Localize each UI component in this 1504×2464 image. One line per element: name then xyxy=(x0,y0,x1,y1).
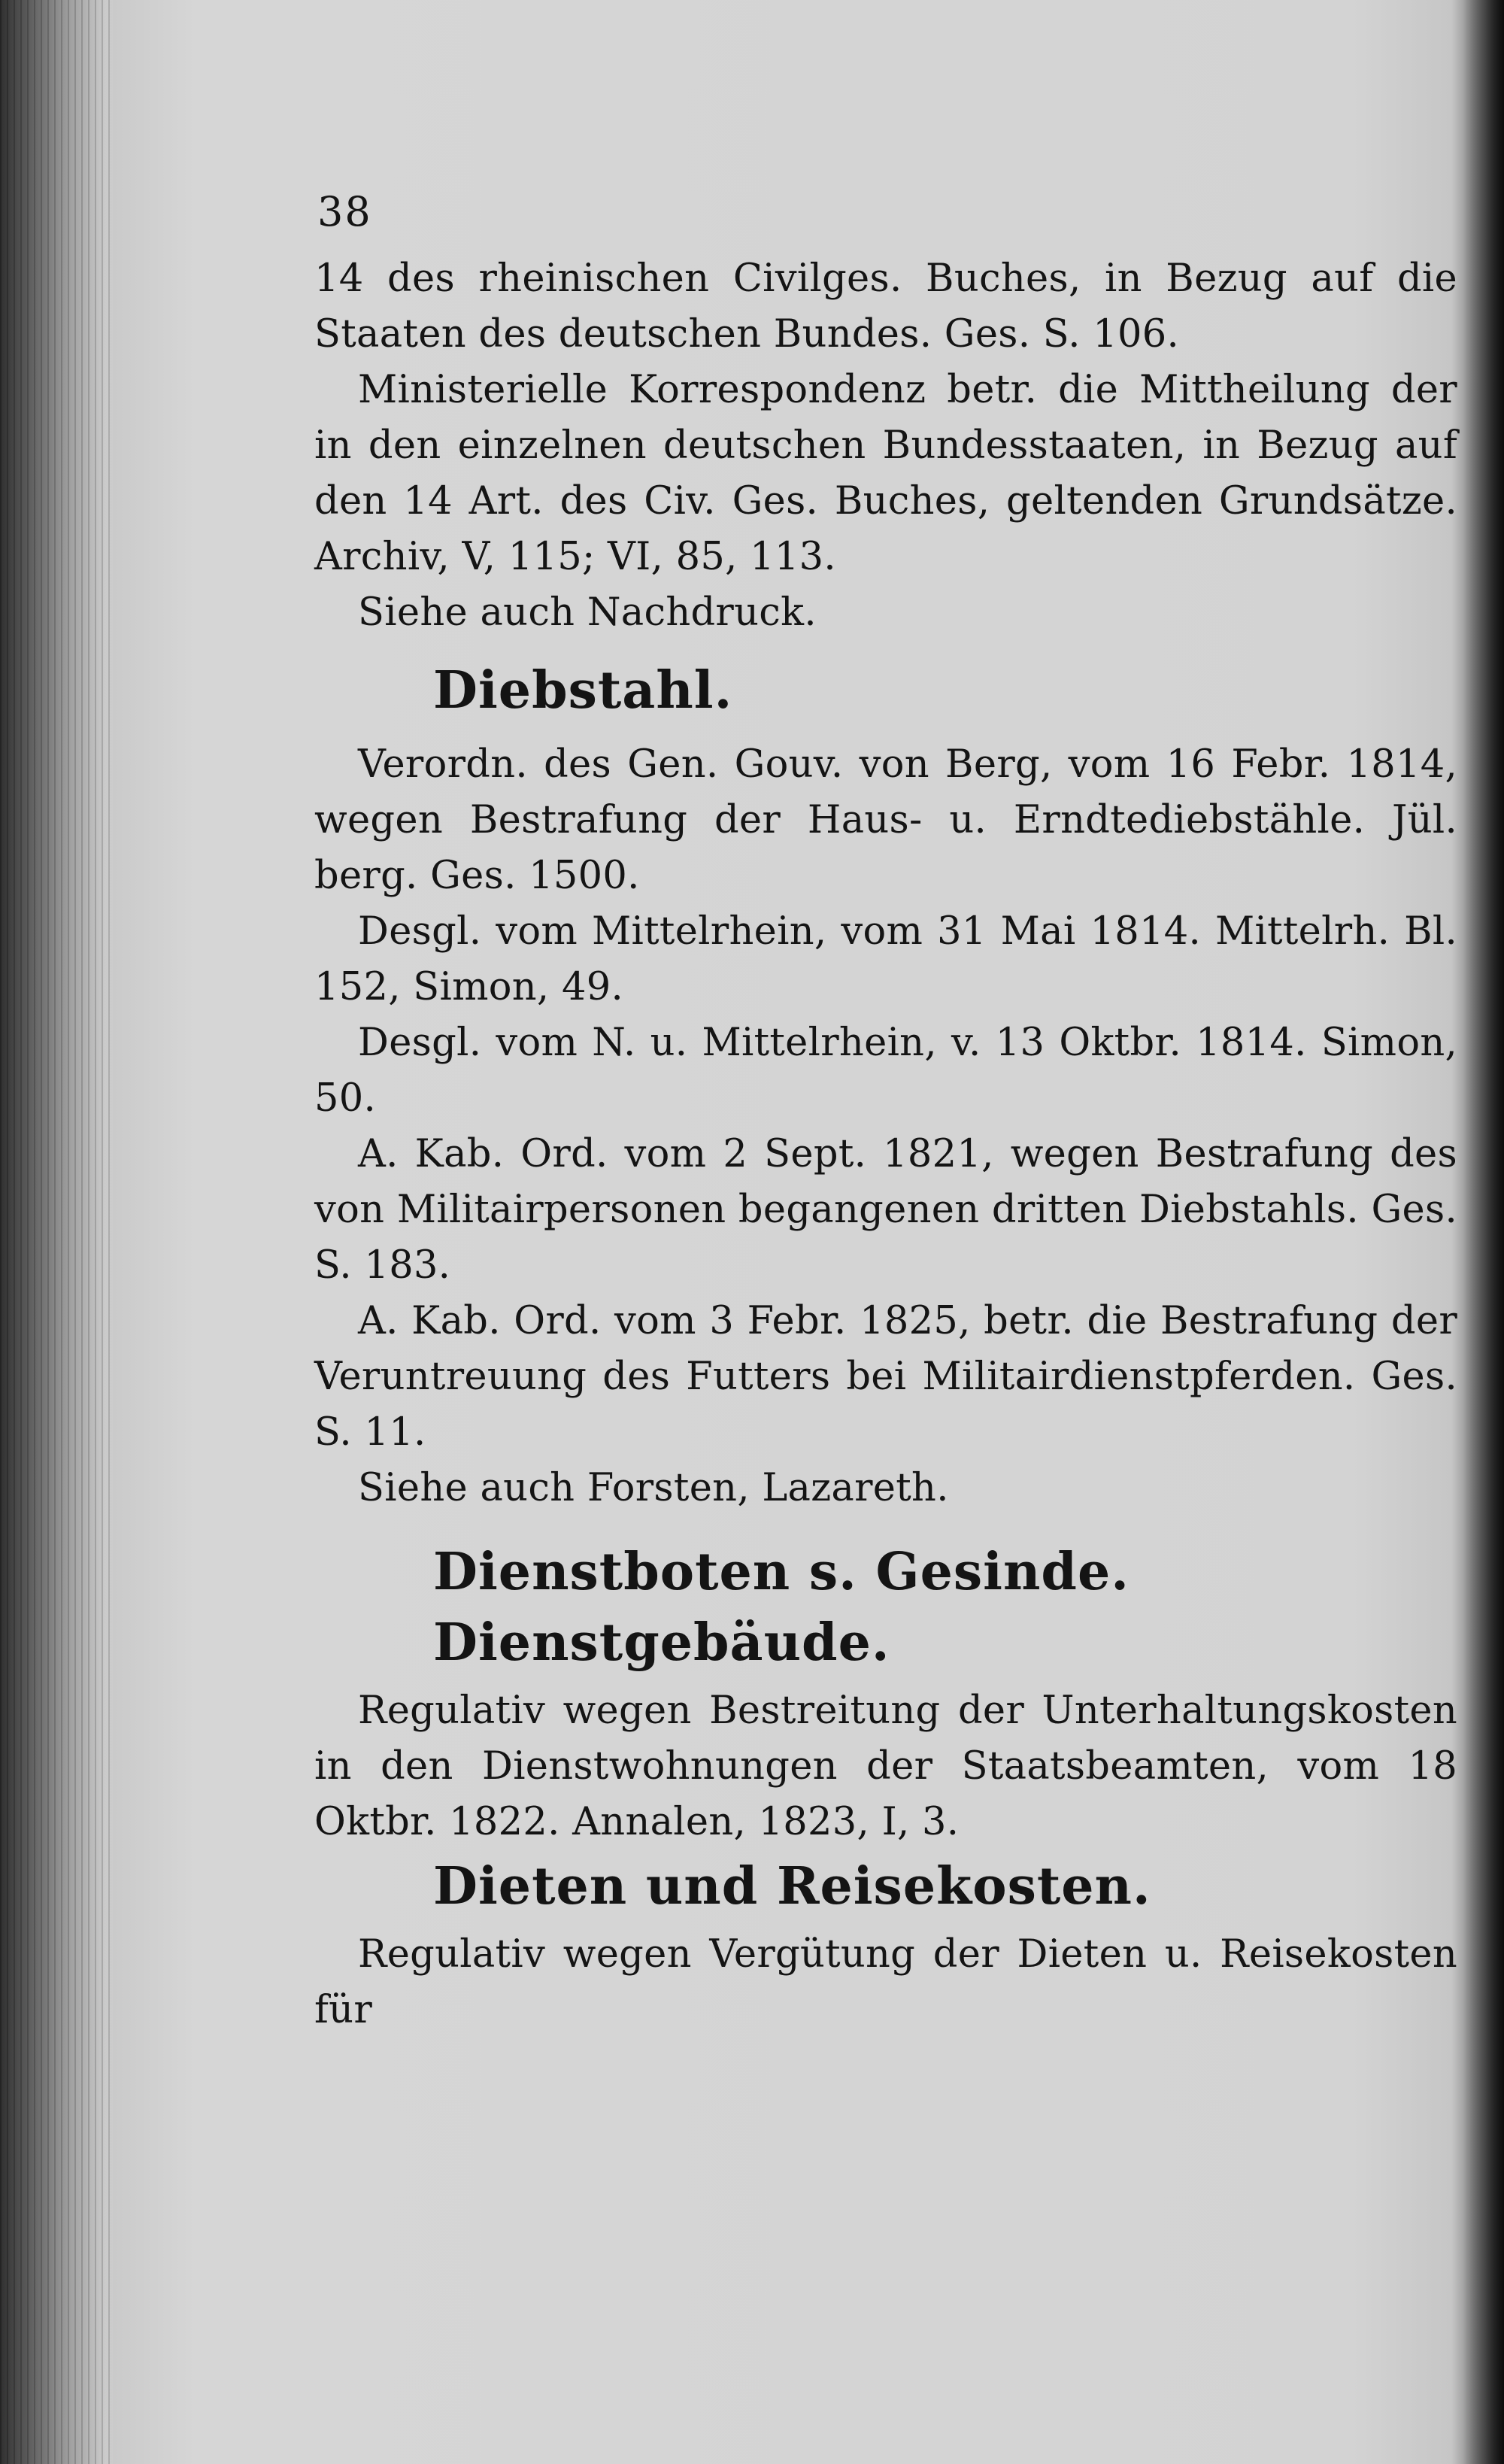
section-heading-dienstboten: Dienstboten s. Gesinde. xyxy=(433,1542,1130,1602)
page-text-block xyxy=(314,190,1457,2038)
entry-diebstahl-1: Verordn. des Gen. Gouv. von Berg, vom 16 Febr. 1814, wegen Bestrafung der Haus- u. Erndtediebstähle. Jül. berg. Ges. 1500. xyxy=(314,742,1457,898)
book-spine-shadow xyxy=(0,0,113,2464)
page-edge-shadow xyxy=(1463,0,1504,2464)
page-number: 38 xyxy=(317,188,372,235)
entry-dienstgebaeude-1: Regulativ wegen Bestreitung der Unterhaltungskosten in den Dienstwohnungen der Staatsbeamten, vom 18 Oktbr. 1822. Annalen, 1823, I, 3. xyxy=(314,1689,1457,1844)
entry-diebstahl-5: A. Kab. Ord. vom 3 Febr. 1825, betr. die Bestrafung der Veruntreuung des Futters bei Militairdienstpferden. Ges. S. 11. xyxy=(314,1299,1457,1455)
section-heading-dienstgebaeude: Dienstgebäude. xyxy=(433,1613,890,1673)
section-heading-dieten-reisekosten: Dieten und Reisekosten. xyxy=(433,1856,1151,1916)
paragraph-ministerial-correspondence: Ministerielle Korrespondenz betr. die Mittheilung der in den einzelnen deutschen Bundesstaaten, in Bezug auf den 14 Art. des Civ. Ges. Buches, geltenden Grundsätze. Archiv, V, 115; VI, 85, 113. xyxy=(314,368,1457,579)
paragraph-see-also-nachdruck: Siehe auch Nachdruck. xyxy=(358,590,817,635)
section-heading-diebstahl: Diebstahl. xyxy=(433,660,733,721)
entry-diebstahl-2: Desgl. vom Mittelrhein, vom 31 Mai 1814. Mittelrh. Bl. 152, Simon, 49. xyxy=(314,909,1457,1009)
paragraph-continuation: 14 des rheinischen Civilges. Buches, in Bezug auf die Staaten des deutschen Bundes. Ges. S. 106. xyxy=(314,256,1457,357)
entry-diebstahl-3: Desgl. vom N. u. Mittelrhein, v. 13 Oktbr. 1814. Simon, 50. xyxy=(314,1021,1457,1121)
entry-dieten-1: Regulativ wegen Vergütung der Dieten u. Reisekosten für xyxy=(314,1932,1457,2032)
entry-diebstahl-4: A. Kab. Ord. vom 2 Sept. 1821, wegen Bestrafung des von Militairpersonen begangenen dritten Diebstahls. Ges. S. 183. xyxy=(314,1132,1457,1288)
entry-diebstahl-see-also: Siehe auch Forsten, Lazareth. xyxy=(358,1466,949,1510)
